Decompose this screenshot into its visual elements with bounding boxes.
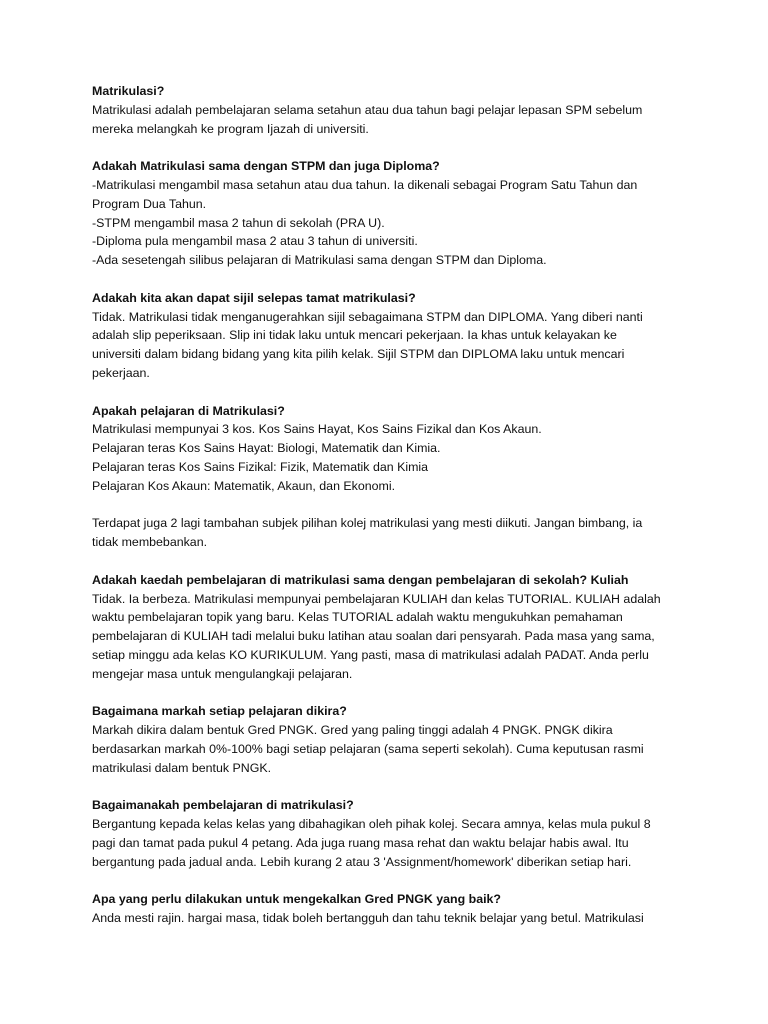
answer-line: mereka melangkah ke program Ijazah di universiti. bbox=[92, 121, 369, 136]
question-heading: Apa yang perlu dilakukan untuk mengekalkan Gred PNGK yang baik? bbox=[92, 892, 501, 907]
section-5 bbox=[92, 514, 692, 552]
answer-line: Matrikulasi adalah pembelajaran selama setahun atau dua tahun bagi pelajar lepasan SPM sebelum bbox=[92, 102, 643, 117]
paragraph-line: tidak membebankan. bbox=[92, 535, 208, 550]
answer-line: Program Dua Tahun. bbox=[92, 196, 207, 211]
answer-line: pekerjaan. bbox=[92, 365, 150, 380]
question-heading: Matrikulasi? bbox=[92, 84, 165, 98]
answer-line: Anda mesti rajin. hargai masa, tidak boleh bertangguh dan tahu teknik belajar yang betul. Matrikulasi bbox=[92, 911, 644, 926]
section-6 bbox=[92, 571, 692, 684]
answer-line: Matrikulasi mempunyai 3 kos. Kos Sains Hayat, Kos Sains Fizikal dan Kos Akaun. bbox=[92, 422, 542, 437]
answer-line: -Matrikulasi mengambil masa setahun atau dua tahun. Ia dikenali sebagai Program Satu Tahun dan bbox=[92, 177, 638, 192]
section-1 bbox=[92, 82, 692, 138]
answer-line: -Ada sesetengah silibus pelajaran di Matrikulasi sama dengan STPM dan Diploma. bbox=[92, 253, 547, 268]
answer-line: waktu pembelajaran topik yang baru. Kelas TUTORIAL adalah waktu mengukuhkan pemahaman bbox=[92, 610, 623, 625]
answer-line: matrikulasi dalam bentuk PNGK. bbox=[92, 760, 272, 775]
section-8 bbox=[92, 796, 692, 871]
answer-line: setiap minggu ada kelas KO KURIKULUM. Yang pasti, masa di matrikulasi adalah PADAT. Anda perlu bbox=[92, 647, 649, 662]
answer-line: -Diploma pula mengambil masa 2 atau 3 tahun di universiti. bbox=[92, 234, 418, 249]
section-2 bbox=[92, 157, 692, 270]
answer-line: Tidak. Ia berbeza. Matrikulasi mempunyai pembelajaran KULIAH dan kelas TUTORIAL. KULIAH adalah bbox=[92, 591, 661, 606]
document-page bbox=[92, 82, 692, 947]
question-heading: Bagaimanakah pembelajaran di matrikulasi? bbox=[92, 798, 354, 813]
question-heading: Adakah kaedah pembelajaran di matrikulasi sama dengan pembelajaran di sekolah? Kuliah bbox=[92, 572, 629, 587]
answer-line: Tidak. Matrikulasi tidak menganugerahkan sijil sebagaimana STPM dan DIPLOMA. Yang diberi nanti bbox=[92, 309, 643, 324]
section-3 bbox=[92, 289, 692, 383]
question-heading: Adakah kita akan dapat sijil selepas tamat matrikulasi? bbox=[92, 290, 416, 305]
question-heading: Bagaimana markah setiap pelajaran dikira? bbox=[92, 704, 347, 719]
answer-line: adalah slip peperiksaan. Slip ini tidak laku untuk mencari pekerjaan. Ia khas untuk kelayakan ke bbox=[92, 328, 617, 343]
question-heading: Apakah pelajaran di Matrikulasi? bbox=[92, 403, 285, 418]
answer-line: berdasarkan markah 0%-100% bagi setiap pelajaran (sama seperti sekolah). Cuma keputusan rasmi bbox=[92, 741, 644, 756]
answer-line: bergantung pada jadual anda. Lebih kurang 2 atau 3 'Assignment/homework' diberikan setiap hari. bbox=[92, 854, 632, 869]
answer-line: universiti dalam bidang bidang yang kita pilih kelak. Sijil STPM dan DIPLOMA laku untuk mencari bbox=[92, 347, 625, 362]
answer-line: mengejar masa untuk mengulangkaji pelajaran. bbox=[92, 666, 353, 681]
answer-line: Markah dikira dalam bentuk Gred PNGK. Gred yang paling tinggi adalah 4 PNGK. PNGK dikira bbox=[92, 723, 613, 738]
answer-line: Pelajaran Kos Akaun: Matematik, Akaun, dan Ekonomi. bbox=[92, 478, 396, 493]
answer-line: Bergantung kepada kelas kelas yang dibahagikan oleh pihak kolej. Secara amnya, kelas mula pukul 8 bbox=[92, 817, 651, 832]
paragraph-line: Terdapat juga 2 lagi tambahan subjek pilihan kolej matrikulasi yang mesti diikuti. Jangan bimbang, ia bbox=[92, 516, 643, 531]
answer-line: Pelajaran teras Kos Sains Fizikal: Fizik, Matematik dan Kimia bbox=[92, 459, 429, 474]
answer-line: Pelajaran teras Kos Sains Hayat: Biologi, Matematik dan Kimia. bbox=[92, 441, 441, 456]
answer-line: -STPM mengambil masa 2 tahun di sekolah (PRA U). bbox=[92, 215, 385, 230]
section-9 bbox=[92, 890, 692, 928]
question-heading: Adakah Matrikulasi sama dengan STPM dan juga Diploma? bbox=[92, 159, 440, 174]
answer-line: pembelajaran di KULIAH tadi melalui buku latihan atau soalan dari pensyarah. Pada masa yang sama, bbox=[92, 629, 655, 644]
section-7 bbox=[92, 702, 692, 777]
answer-line: pagi dan tamat pada pukul 4 petang. Ada juga ruang masa rehat dan waktu belajar habis awal. Itu bbox=[92, 835, 629, 850]
section-4 bbox=[92, 402, 692, 496]
